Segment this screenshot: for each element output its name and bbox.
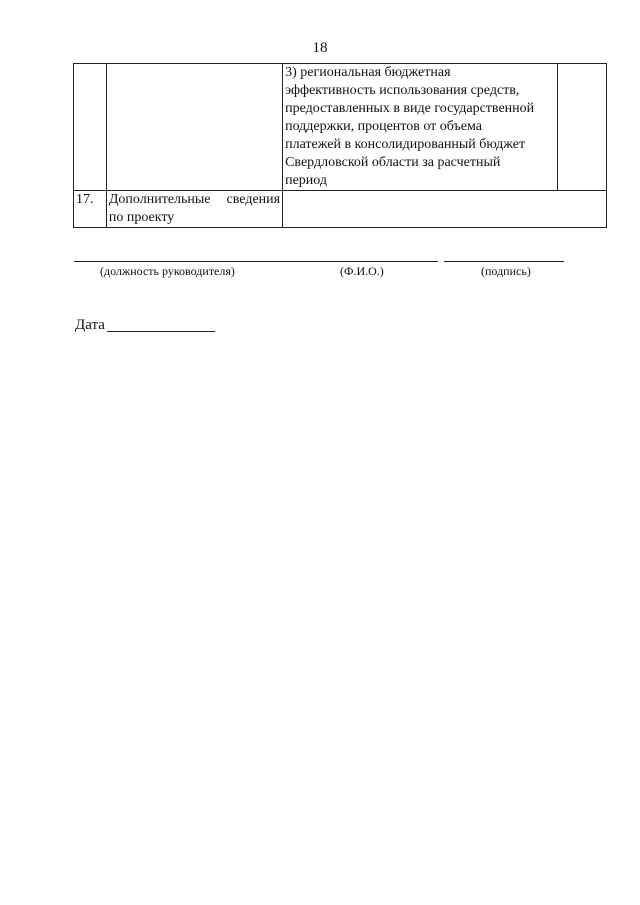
date-line — [107, 331, 215, 332]
page-number: 18 — [312, 40, 328, 56]
indicator-cell — [283, 64, 558, 191]
row-name-line: по проекту — [108, 210, 175, 225]
additional-info-cell — [283, 191, 607, 228]
table-row — [74, 64, 607, 191]
indicator-line: поддержки, процентов от объема — [285, 119, 482, 134]
sign-signature-line — [444, 261, 564, 262]
date-label: Дата — [75, 317, 105, 333]
project-info-table — [73, 63, 607, 228]
row-number-cell — [74, 64, 107, 191]
name-caption: (Ф.И.О.) — [340, 264, 384, 278]
indicator-line: Свердловской области за расчетный — [285, 155, 501, 170]
row-name-cell — [106, 64, 282, 191]
position-caption: (должность руководителя) — [100, 264, 235, 278]
row-name-line: Дополнительные сведения — [108, 192, 281, 207]
position-signature-line — [74, 261, 292, 262]
name-signature-line — [292, 261, 438, 262]
sign-caption: (подпись) — [481, 264, 531, 278]
indicator-line: платежей в консолидированный бюджет — [285, 137, 526, 152]
row-number-cell: 17. — [74, 191, 107, 228]
indicator-line: период — [285, 173, 328, 188]
table-row — [74, 191, 607, 228]
indicator-line: 3) региональная бюджетная — [285, 65, 451, 80]
indicator-line: эффективность использования средств, — [285, 83, 520, 98]
row-name-cell — [106, 191, 282, 228]
value-cell — [558, 64, 607, 191]
indicator-line: предоставленных в виде государственной — [285, 101, 535, 116]
